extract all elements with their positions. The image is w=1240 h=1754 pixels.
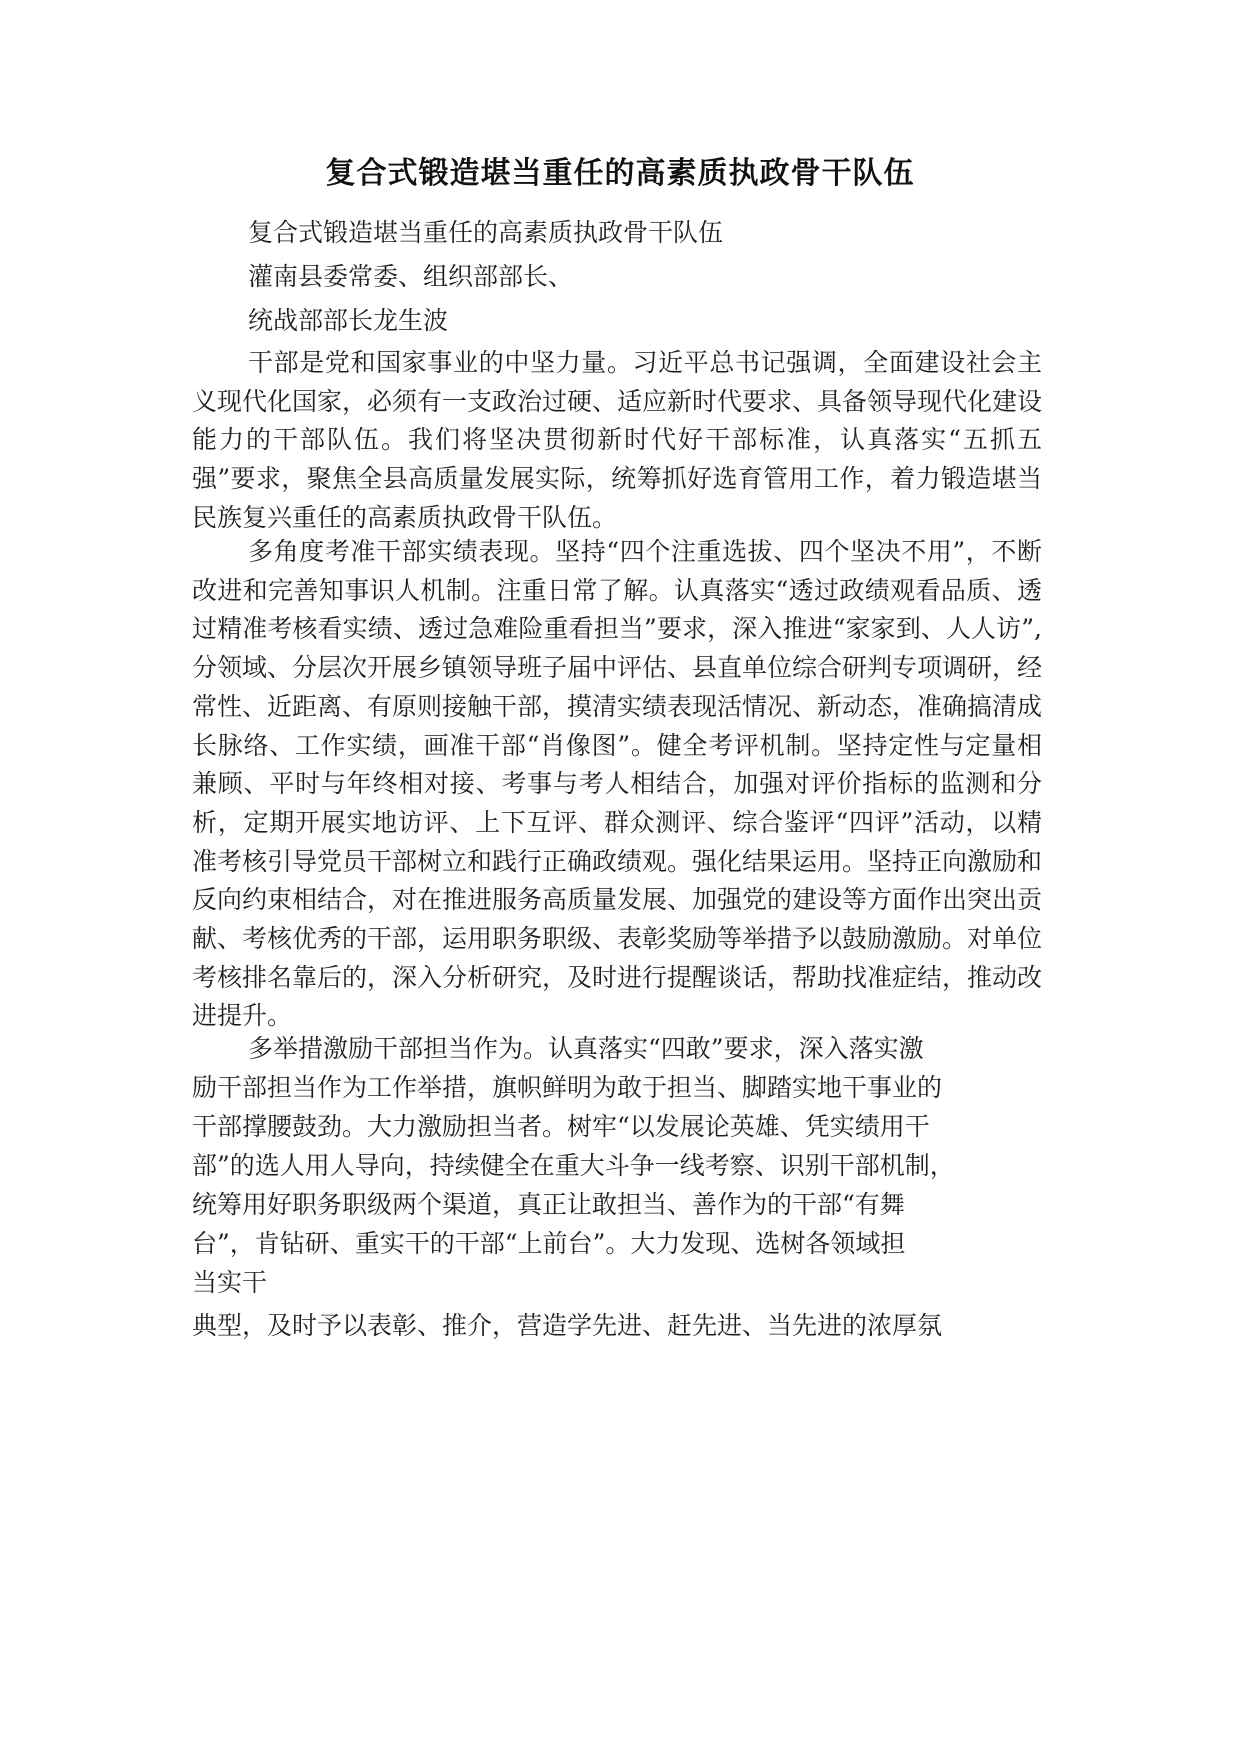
document-subtitle: 复合式锻造堪当重任的高素质执政骨干队伍 <box>248 218 724 247</box>
paragraph-incentive-line-3: 干部撑腰鼓劲。大力激励担当者。树牢“以发展论英雄、凭实绩用干 <box>192 1112 930 1141</box>
paragraph-incentive-line-7: 当实干 <box>192 1268 268 1297</box>
paragraph-incentive-line-1: 多举措激励干部担当作为。认真落实“四敢”要求，深入落实激 <box>248 1034 924 1063</box>
paragraph-incentive-line-4: 部”的选人用人导向，持续健全在重大斗争一线考察、识别干部机制， <box>192 1151 955 1180</box>
author-line-2: 统战部部长龙生波 <box>248 306 449 335</box>
paragraph-incentive-line-6: 台”，肯钻研、重实干的干部“上前台”。大力发现、选树各领域担 <box>192 1229 906 1258</box>
author-line-1: 灌南县委常委、组织部部长、 <box>248 262 574 291</box>
paragraph-incentive-line-5: 统筹用好职务职级两个渠道，真正让敢担当、善作为的干部“有舞 <box>192 1190 905 1219</box>
paragraph-incentive-line-8: 典型，及时予以表彰、推介，营造学先进、赶先进、当先进的浓厚氛 <box>192 1311 943 1340</box>
paragraph-incentive-line-2: 励干部担当作为工作举措，旗帜鲜明为敢于担当、脚踏实地干事业的 <box>192 1073 943 1102</box>
paragraph-intro: 干部是党和国家事业的中坚力量。习近平总书记强调，全面建设社会主义现代化国家，必须有一支政治过硬、适应新时代要求、具备领导现代化建设能力的干部队伍。我们将坚决贯彻新时代好干部标准，认真落实“五抓五强”要求，聚焦全县高质量发展实际，统筹抓好选育管用工作，着力锻造堪当民族复兴重任的高素质执政骨干队伍。 <box>192 348 1043 532</box>
document-title: 复合式锻造堪当重任的高素质执政骨干队伍 <box>325 156 915 191</box>
paragraph-assessment: 多角度考准干部实绩表现。坚持“四个注重选拔、四个坚决不用”，不断改进和完善知事识人机制。注重日常了解。认真落实“透过政绩观看品质、透过精准考核看实绩、透过急难险重看担当”要求，深入推进“家家到、人人访”,分领域、分层次开展乡镇领导班子届中评估、县直单位综合研判专项调研，经常性、近距离、有原则接触干部，摸清实绩表现活情况、新动态，准确搞清成长脉络、工作实绩，画准干部“肖像图”。健全考评机制。坚持定性与定量相兼顾、平时与年终相对接、考事与考人相结合，加强对评价指标的监测和分析，定期开展实地访评、上下互评、群众测评、综合鉴评“四评”活动，以精准考核引导党员干部树立和践行正确政绩观。强化结果运用。坚持正向激励和反向约束相结合，对在推进服务高质量发展、加强党的建设等方面作出突出贡献、考核优秀的干部，运用职务职级、表彰奖励等举措予以鼓励激励。对单位考核排名靠后的，深入分析研究，及时进行提醒谈话，帮助找准症结，推动改进提升。 <box>192 537 1043 1031</box>
